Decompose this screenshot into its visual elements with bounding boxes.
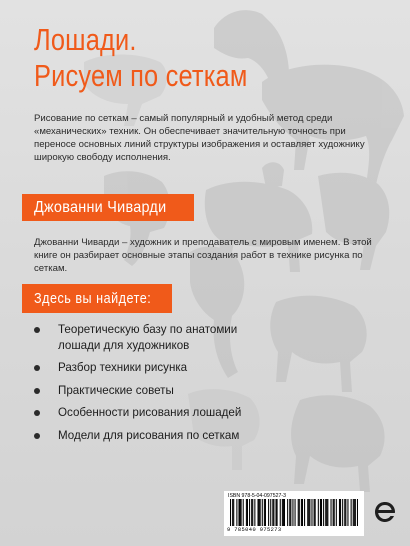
barcode-bar bbox=[290, 499, 291, 526]
barcode-bar bbox=[353, 499, 354, 526]
barcode-bar bbox=[347, 499, 348, 526]
barcode-bar bbox=[301, 499, 302, 526]
isbn-barcode bbox=[224, 491, 364, 536]
barcode-bar bbox=[247, 499, 248, 526]
barcode-bar bbox=[272, 499, 273, 526]
barcode-bar bbox=[284, 499, 285, 526]
bullet-dot-icon bbox=[34, 327, 40, 333]
bullet-dot-icon bbox=[34, 365, 40, 371]
barcode-bar bbox=[299, 499, 300, 526]
barcode-bar bbox=[280, 499, 281, 526]
barcode-bar bbox=[326, 499, 327, 526]
barcode-bar bbox=[259, 499, 260, 526]
barcode-bar bbox=[275, 499, 276, 526]
barcode-bar bbox=[252, 499, 253, 526]
barcode-bar bbox=[307, 499, 308, 526]
barcode-digits: 9 785040 975273 bbox=[227, 527, 282, 533]
barcode-bars bbox=[230, 499, 358, 527]
barcode-bar bbox=[249, 499, 250, 526]
bullet-dot-icon bbox=[34, 433, 40, 439]
barcode-bar bbox=[262, 499, 263, 526]
barcode-bar bbox=[342, 499, 343, 526]
list-item: Разбор техники рисунка bbox=[28, 360, 278, 376]
barcode-bar bbox=[258, 499, 259, 526]
author-bio: Джованни Чиварди – художник и преподаватель с мировым именем. В этой книге он разбирает основные этапы создания работ в технике рисунка по сеткам. bbox=[34, 237, 372, 274]
list-item: Модели для рисования по сеткам bbox=[28, 428, 278, 444]
book-title bbox=[34, 22, 247, 94]
barcode-bar bbox=[292, 499, 293, 526]
intro-paragraph: Рисование по сеткам – самый популярный и удобный метод среди «механических» техник. Он обеспечивает значительную точность при переносе основных линий структуры изображения и оставляет художнику широкую свободу исполнения. bbox=[34, 113, 365, 163]
author-name-bar bbox=[22, 194, 194, 221]
barcode-bar bbox=[314, 499, 315, 526]
barcode-bar bbox=[302, 499, 303, 526]
barcode-bar bbox=[357, 499, 358, 526]
barcode-bar bbox=[273, 499, 274, 526]
barcode-bar bbox=[355, 499, 356, 526]
barcode-bar bbox=[270, 499, 271, 526]
barcode-bar bbox=[230, 499, 231, 526]
title-line-2: Рисуем по сеткам bbox=[34, 58, 248, 93]
bullet-dot-icon bbox=[34, 388, 40, 394]
isbn-text: ISBN 978-5-04-097527-3 bbox=[228, 493, 286, 499]
bullet-dot-icon bbox=[34, 410, 40, 416]
barcode-bar bbox=[289, 499, 290, 526]
list-item: Теоретическую базу по анатомии лошади для художников bbox=[28, 322, 248, 353]
list-item: Особенности рисования лошадей bbox=[28, 405, 278, 421]
barcode-bar bbox=[295, 499, 296, 526]
barcode-bar bbox=[331, 499, 332, 526]
barcode-bar bbox=[277, 499, 278, 526]
barcode-bar bbox=[287, 499, 288, 526]
barcode-bar bbox=[311, 499, 312, 526]
barcode-bar bbox=[233, 499, 234, 526]
barcode-bar bbox=[321, 499, 322, 526]
barcode-bar bbox=[354, 499, 355, 526]
barcode-bar bbox=[325, 499, 326, 526]
barcode-bar bbox=[318, 499, 319, 526]
barcode-bar bbox=[264, 499, 265, 526]
barcode-bar bbox=[345, 499, 346, 526]
barcode-bar bbox=[282, 499, 283, 526]
barcode-bar bbox=[309, 499, 310, 526]
barcode-bar bbox=[320, 499, 321, 526]
barcode-bar bbox=[327, 499, 328, 526]
barcode-bar bbox=[298, 499, 299, 526]
find-heading: Здесь вы найдете: bbox=[34, 290, 152, 307]
find-heading-bar bbox=[22, 284, 172, 313]
title-line-1: Лошади. bbox=[34, 22, 137, 57]
barcode-bar bbox=[260, 499, 261, 526]
author-name: Джованни Чиварди bbox=[34, 199, 167, 216]
barcode-bar bbox=[265, 499, 266, 526]
barcode-bar bbox=[333, 499, 334, 526]
barcode-bar bbox=[339, 499, 340, 526]
barcode-bar bbox=[315, 499, 316, 526]
barcode-bar bbox=[323, 499, 324, 526]
barcode-bar bbox=[254, 499, 255, 526]
barcode-bar bbox=[336, 499, 337, 526]
feature-list bbox=[28, 322, 278, 450]
barcode-bar bbox=[351, 499, 352, 526]
barcode-bar bbox=[243, 499, 244, 526]
barcode-bar bbox=[304, 499, 305, 526]
barcode-bar bbox=[344, 499, 345, 526]
barcode-bar bbox=[236, 499, 237, 526]
barcode-bar bbox=[238, 499, 239, 526]
barcode-bar bbox=[240, 499, 241, 526]
eksmo-e-logo-icon bbox=[372, 499, 398, 525]
barcode-bar bbox=[340, 499, 341, 526]
barcode-bar bbox=[232, 499, 233, 526]
barcode-bar bbox=[308, 499, 309, 526]
list-item: Практические советы bbox=[28, 383, 278, 399]
barcode-bar bbox=[241, 499, 242, 526]
barcode-bar bbox=[268, 499, 269, 526]
barcode-bar bbox=[334, 499, 335, 526]
barcode-bar bbox=[251, 499, 252, 526]
barcode-bar bbox=[246, 499, 247, 526]
barcode-bar bbox=[283, 499, 284, 526]
